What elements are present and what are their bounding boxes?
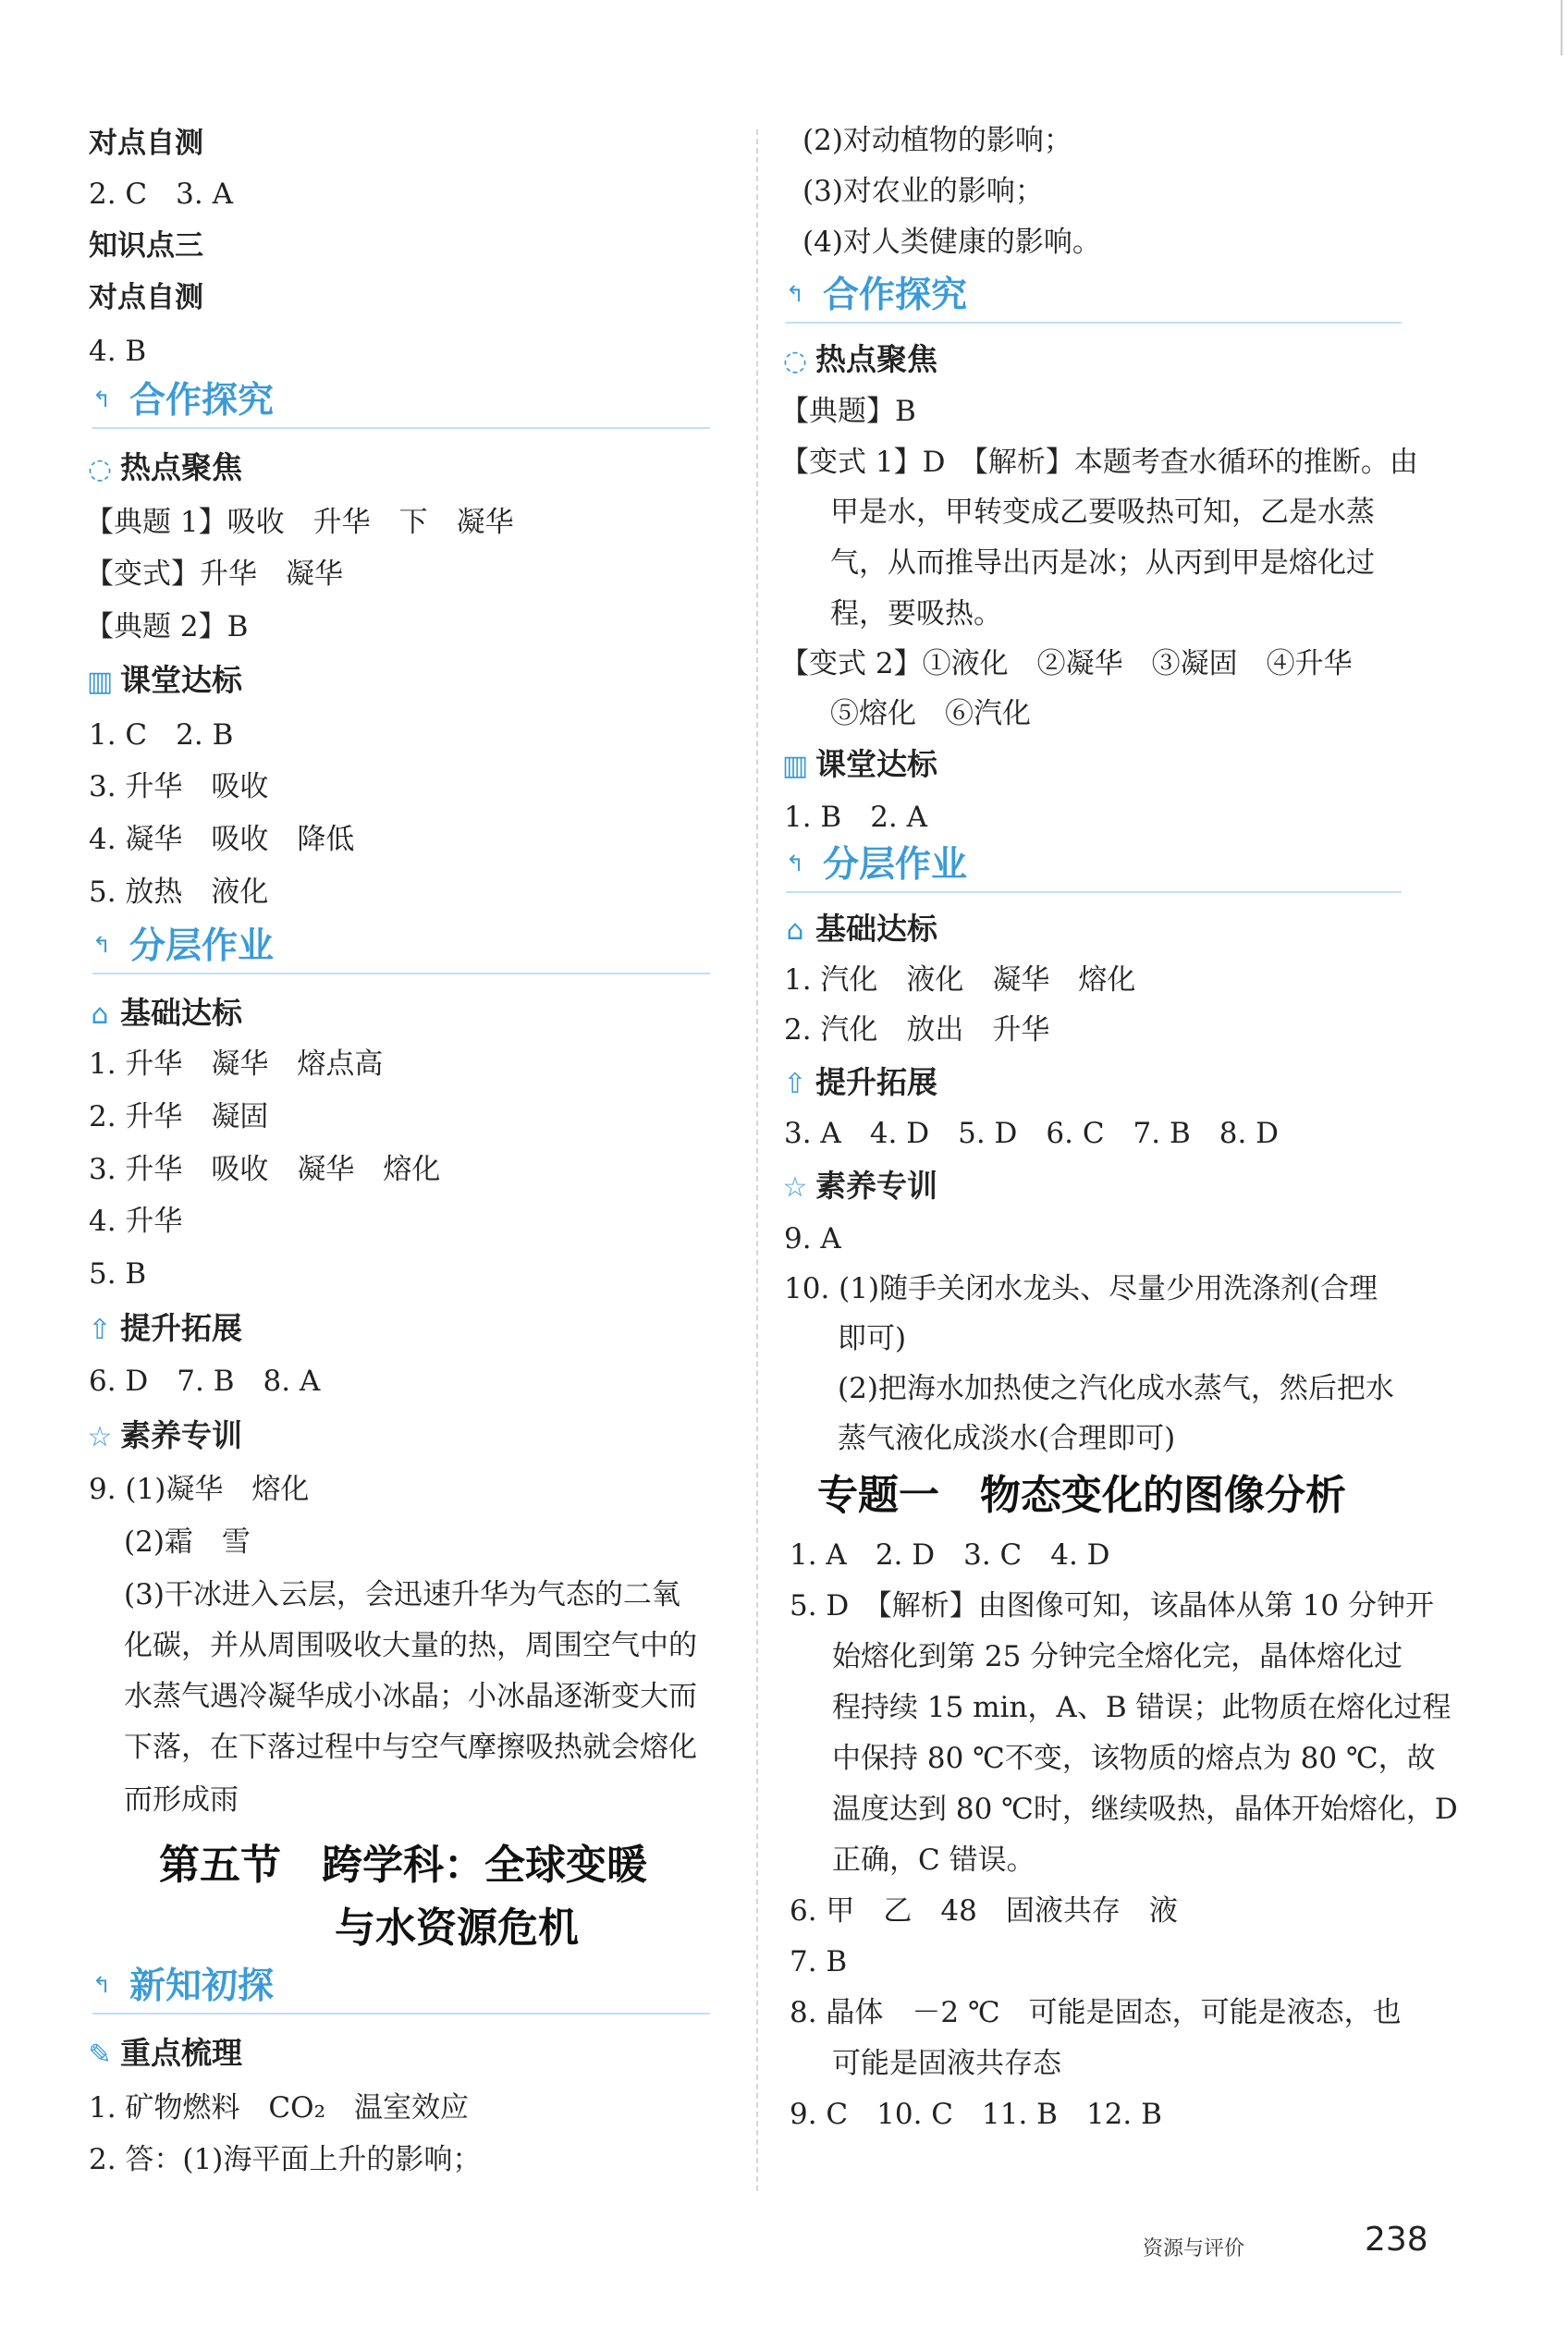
up-arrow-icon: ⇧ <box>783 1068 807 1100</box>
answer-line: 下落，在下落过程中与空气摩擦吸热就会熔化 <box>124 1731 697 1764</box>
chapter-title-line-1: 第五节 跨学科：全球变暖 <box>159 1842 647 1889</box>
section-arrow-icon: ↰ <box>92 1972 112 1998</box>
answer-line: (2)把海水加热使之汽化成水蒸气，然后把水 <box>838 1372 1394 1405</box>
answer-line: 9. A <box>784 1222 841 1255</box>
star-icon: ☆ <box>87 1421 113 1453</box>
footer-label: 资源与评价 <box>1143 2237 1245 2260</box>
chapter-title-line-2: 与水资源危机 <box>335 1904 579 1952</box>
subheading-jichu-right: ⌂ 基础达标 <box>780 910 937 950</box>
column-divider <box>756 129 758 2191</box>
subheading-tisheng: ⇧ 提升拓展 <box>85 1309 242 1350</box>
subheading-redian: ◌ 热点聚焦 <box>85 448 242 489</box>
answer-line: 程持续 15 min，A、B 错误；此物质在熔化过程 <box>832 1691 1452 1724</box>
answer-line: 3. A 4. D 5. D 6. C 7. B 8. D <box>784 1117 1280 1150</box>
answer-line: ⑤熔化 ⑥汽化 <box>830 697 1031 730</box>
answer-line: 【典题】B <box>780 395 916 428</box>
answer-line: 可能是固液共存态 <box>832 2047 1061 2080</box>
subheading-zhongdian: ✎ 重点梳理 <box>85 2034 242 2075</box>
answer-line: 6. 甲 乙 48 固液共存 液 <box>790 1894 1178 1928</box>
answer-line: (4)对人类健康的影响。 <box>802 226 1101 259</box>
section-hezuo-tanjiu-right <box>786 274 1402 324</box>
answer-line: 即可) <box>838 1322 907 1355</box>
section-title: 合作探究 <box>823 275 968 316</box>
answer-line: (3)对农业的影响； <box>802 175 1044 208</box>
answer-line: 而形成雨 <box>124 1783 239 1817</box>
answer-line: 1. 升华 凝华 熔点高 <box>89 1047 384 1081</box>
answer-line: 甲是水，甲转变成乙要吸热可知，乙是水蒸 <box>830 496 1375 529</box>
answer-line: 5. B <box>89 1257 147 1291</box>
answer-line: 水蒸气遇冷凝华成小冰晶；小冰晶逐渐变大而 <box>124 1680 697 1713</box>
answer-line: 1. A 2. D 3. C 4. D <box>790 1538 1110 1572</box>
answer-line: 7. B <box>790 1945 848 1978</box>
answer-line: 【变式 2】①液化 ②凝华 ③凝固 ④升华 <box>780 647 1353 680</box>
section-title: 新知初探 <box>129 1966 275 2007</box>
heading-duidian-1: 对点自测 <box>89 127 203 160</box>
flame-icon: ◌ <box>782 345 808 377</box>
pen-icon: ✎ <box>88 2039 112 2071</box>
answer-line: 2. 升华 凝固 <box>89 1100 269 1133</box>
section-arrow-icon: ↰ <box>786 851 805 876</box>
answer-line: 4. 升华 <box>89 1205 183 1238</box>
answer-line: 5. 放热 液化 <box>89 876 269 909</box>
answer-line: 4. 凝华 吸收 降低 <box>89 823 355 856</box>
answer-line: 2. 答：(1)海平面上升的影响； <box>89 2143 482 2176</box>
answer-line: 6. D 7. B 8. A <box>89 1365 321 1398</box>
answer-line: 化碳，并从周围吸收大量的热，周围空气中的 <box>124 1629 697 1662</box>
answer-line: 正确，C 错误。 <box>832 1843 1035 1877</box>
answer-line: 中保持 80 ℃不变，该物质的熔点为 80 ℃，故 <box>832 1742 1436 1775</box>
book-icon: ▥ <box>781 750 809 782</box>
heading-zhishidian-3: 知识点三 <box>89 229 203 263</box>
subheading-suyang-right: ☆ 素养专训 <box>780 1167 937 1207</box>
subheading-redian-right: ◌ 热点聚焦 <box>780 340 937 381</box>
answer-line: 8. 晶体 －2 ℃ 可能是固态，可能是液态，也 <box>790 1996 1402 2029</box>
answer-line: 1. B 2. A <box>784 801 928 834</box>
answer-line: (2)对动植物的影响； <box>802 124 1072 157</box>
answer-line: 9. (1)凝华 熔化 <box>89 1473 310 1506</box>
answer-line: 【典题 1】吸收 升华 下 凝华 <box>85 506 514 539</box>
answer-line: 2. 汽化 放出 升华 <box>784 1013 1050 1047</box>
answer-line: 4. B <box>89 335 147 368</box>
lock-icon: ⌂ <box>91 998 109 1031</box>
star-icon: ☆ <box>782 1171 808 1204</box>
subheading-suyang: ☆ 素养专训 <box>85 1416 242 1457</box>
answer-line: 始熔化到第 25 分钟完全熔化完，晶体熔化过 <box>832 1640 1403 1673</box>
answer-line: 5. D 【解析】由图像可知，该晶体从第 10 分钟开 <box>790 1589 1434 1623</box>
topic-title: 专题一 物态变化的图像分析 <box>817 1472 1346 1519</box>
answer-line: 程，要吸热。 <box>830 597 1002 631</box>
subheading-jichu: ⌂ 基础达标 <box>85 994 242 1035</box>
page-number: 238 <box>1365 2221 1428 2259</box>
answer-line: 温度达到 80 ℃时，继续吸热，晶体开始熔化，D <box>832 1793 1458 1826</box>
book-icon: ▥ <box>86 666 114 698</box>
answer-line: 【变式】升华 凝华 <box>85 557 343 591</box>
section-fenceng-zuoye-right <box>786 843 1402 893</box>
section-arrow-icon: ↰ <box>92 932 112 958</box>
page-edge-mark <box>1561 0 1568 55</box>
section-title: 分层作业 <box>823 844 968 886</box>
answer-line: 1. C 2. B <box>89 718 234 752</box>
section-hezuo-tanjiu <box>92 379 710 429</box>
section-xinzhi-chutan <box>92 1965 710 2015</box>
answer-line: 2. C 3. A <box>89 178 233 211</box>
answer-line: 1. 矿物燃料 CO₂ 温室效应 <box>89 2091 469 2125</box>
heading-duidian-2: 对点自测 <box>89 281 203 314</box>
answer-line: 3. 升华 吸收 <box>89 770 269 803</box>
answer-line: 9. C 10. C 11. B 12. B <box>790 2098 1162 2131</box>
up-arrow-icon: ⇧ <box>88 1314 112 1346</box>
lock-icon: ⌂ <box>786 914 804 947</box>
section-title: 分层作业 <box>129 925 275 967</box>
section-arrow-icon: ↰ <box>92 386 112 412</box>
section-arrow-icon: ↰ <box>786 281 805 307</box>
subheading-ketang-right: ▥ 课堂达标 <box>780 745 937 786</box>
section-title: 合作探究 <box>129 380 275 422</box>
answer-line: 【典题 2】B <box>85 610 249 643</box>
answer-line: 蒸气液化成淡水(合理即可) <box>838 1422 1176 1455</box>
subheading-tisheng-right: ⇧ 提升拓展 <box>780 1063 937 1104</box>
flame-icon: ◌ <box>87 453 113 485</box>
answer-line: 3. 升华 吸收 凝华 熔化 <box>89 1153 441 1186</box>
subheading-ketang: ▥ 课堂达标 <box>85 661 242 702</box>
answer-line: 气，从而推导出丙是冰；从丙到甲是熔化过 <box>830 546 1375 580</box>
answer-line: 【变式 1】D 【解析】本题考查水循环的推断。由 <box>780 446 1418 479</box>
answer-line: 10. (1)随手关闭水龙头、尽量少用洗涤剂(合理 <box>784 1272 1378 1305</box>
answer-line: 1. 汽化 液化 凝华 熔化 <box>784 963 1136 997</box>
answer-line: (2)霜 雪 <box>124 1525 251 1559</box>
section-fenceng-zuoye <box>92 925 710 974</box>
answer-line: (3)干冰进入云层，会迅速升华为气态的二氧 <box>124 1578 680 1611</box>
